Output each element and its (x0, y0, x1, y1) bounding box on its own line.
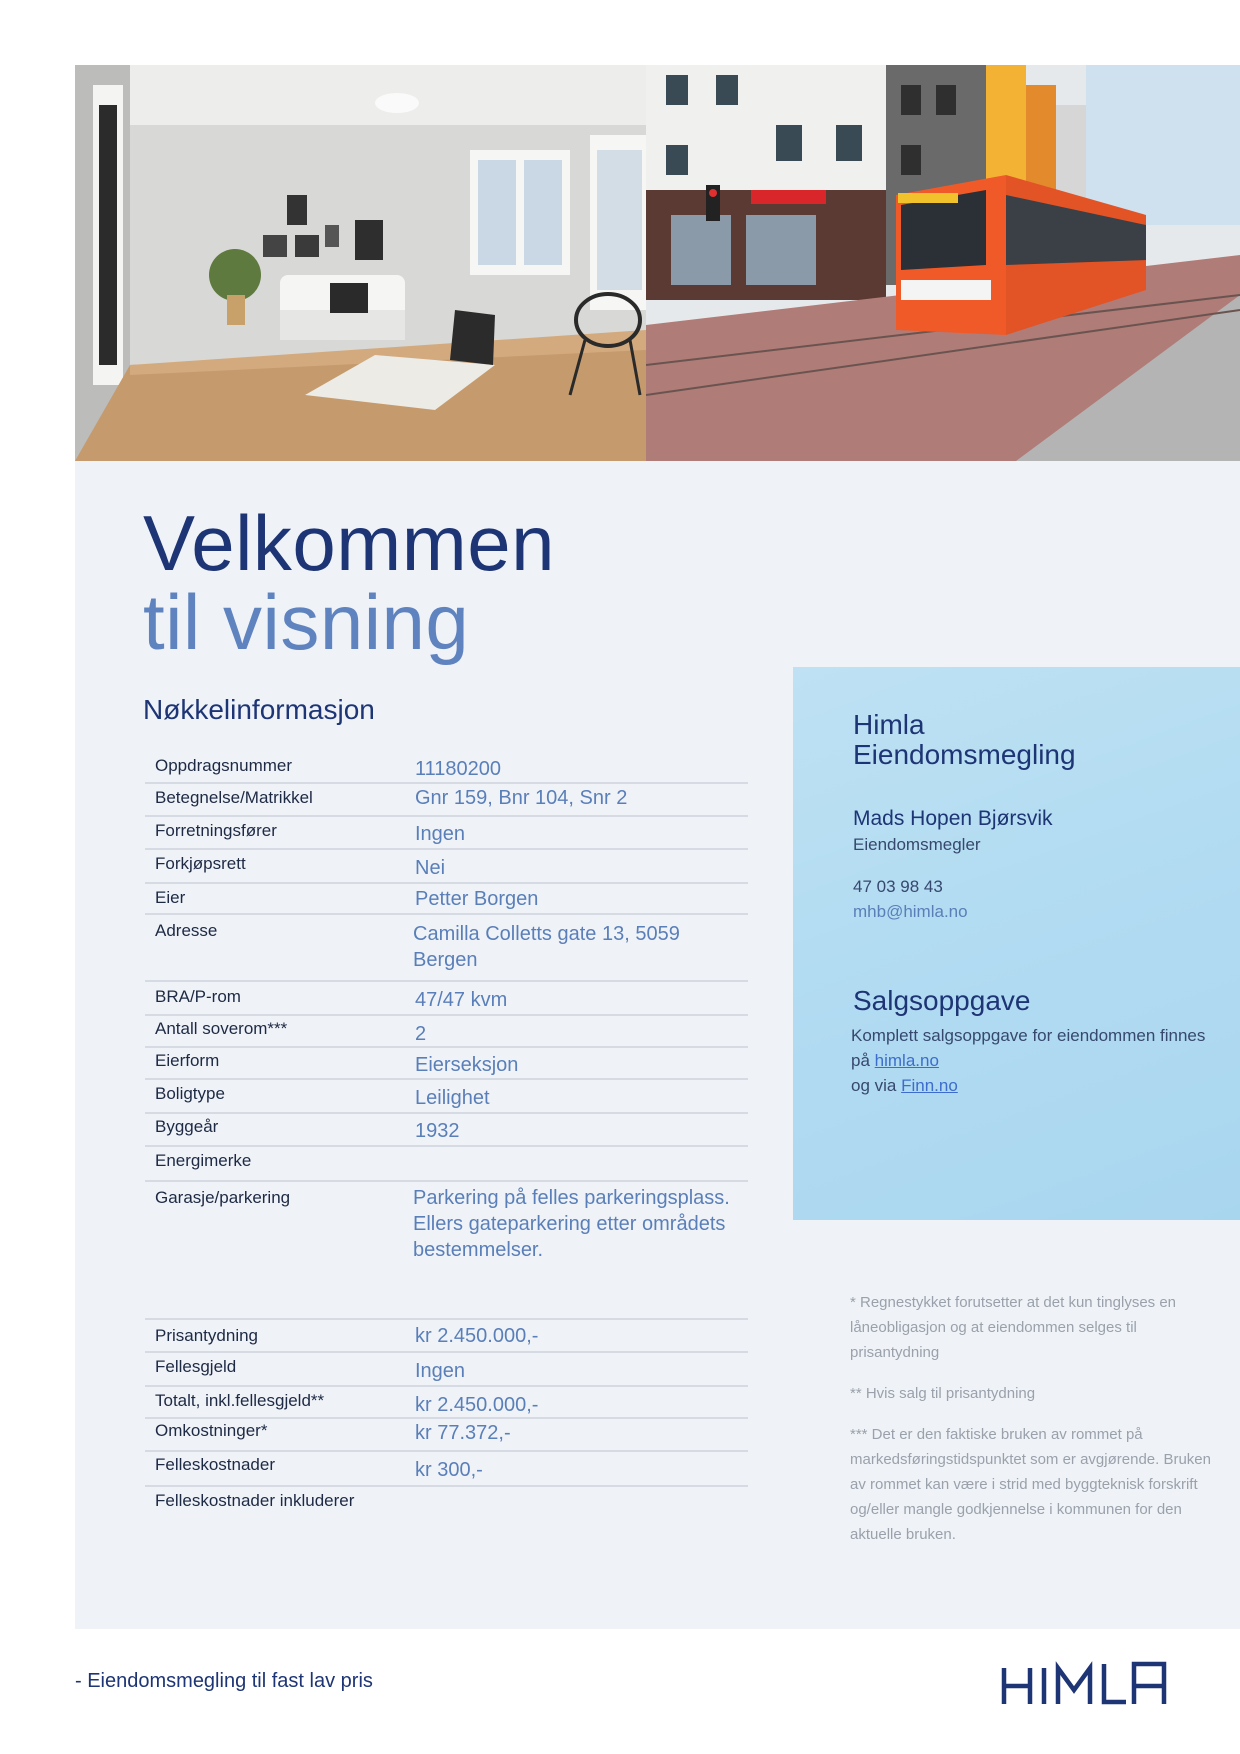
row-value: 11180200 (415, 758, 502, 780)
sales-title: Salgsoppgave (853, 985, 1031, 1016)
table-row (145, 1147, 748, 1182)
row-label: Forretningsfører (155, 821, 277, 840)
header-photos (75, 65, 1240, 461)
table-row (145, 1048, 748, 1080)
agent-phone[interactable]: 47 03 98 43 (853, 877, 943, 896)
table-row (145, 1182, 748, 1282)
finn-link[interactable]: Finn.no (901, 1076, 958, 1095)
table-row (145, 1487, 748, 1521)
row-label: Eier (155, 888, 186, 907)
key-info-table (145, 752, 748, 1282)
row-label: Adresse (155, 921, 218, 940)
table-row (145, 752, 748, 784)
row-label: Boligtype (155, 1084, 225, 1103)
row-value: Petter Borgen (415, 888, 539, 910)
price-table (145, 1318, 748, 1521)
footer-tagline: - Eiendomsmegling til fast lav pris (75, 1670, 373, 1692)
row-value: Ingen (415, 823, 466, 845)
row-label: Felleskostnader (155, 1455, 276, 1474)
table-row (145, 1452, 748, 1487)
living-room-photo (75, 65, 646, 461)
heading-line-1: Velkommen (143, 499, 556, 587)
agent-email-link[interactable]: mhb@himla.no (853, 902, 968, 921)
row-label: Forkjøpsrett (155, 854, 246, 873)
table-row (145, 1114, 748, 1147)
key-info-title: Nøkkelinformasjon (143, 694, 375, 725)
row-value: Parkering på felles parkeringsplass. Ellers gateparkering etter områdets bestemmelser. (413, 1187, 730, 1261)
agent-name: Mads Hopen Bjørsvik (853, 807, 1053, 830)
row-label: BRA/P-rom (155, 987, 241, 1006)
row-value: 47/47 kvm (415, 989, 508, 1011)
table-row (145, 850, 748, 884)
sales-text-mid: og via (851, 1076, 897, 1095)
row-label: Oppdragsnummer (155, 756, 293, 775)
row-value: Camilla Colletts gate 13, 5059 Bergen (413, 923, 680, 971)
row-value: kr 300,- (415, 1459, 483, 1481)
row-value: 1932 (415, 1120, 460, 1142)
himla-logo (1000, 1660, 1168, 1706)
table-row (145, 1016, 748, 1048)
row-value: Leilighet (415, 1087, 490, 1109)
sales-text-before: Komplett salgsoppgave for eiendommen finnes på (851, 1026, 1206, 1070)
table-row (145, 784, 748, 817)
table-row (145, 1080, 748, 1114)
row-value: kr 77.372,- (415, 1422, 511, 1444)
row-label: Byggeår (155, 1117, 219, 1136)
agent-contact-box (793, 667, 1240, 1220)
row-value: 2 (415, 1023, 427, 1045)
row-value: kr 2.450.000,- (415, 1394, 539, 1416)
row-label: Totalt, inkl.fellesgjeld** (155, 1391, 325, 1410)
table-row (145, 1387, 748, 1419)
agent-role: Eiendomsmegler (853, 835, 981, 854)
row-value: Nei (415, 857, 446, 879)
row-value: Ingen (415, 1360, 466, 1382)
row-label: Betegnelse/Matrikkel (155, 788, 313, 807)
table-row (145, 982, 748, 1016)
himla-link[interactable]: himla.no (874, 1051, 939, 1070)
row-label: Garasje/parkering (155, 1188, 291, 1207)
row-label: Felleskostnader inkluderer (155, 1491, 355, 1510)
row-value: Eierseksjon (415, 1054, 519, 1076)
table-row (145, 884, 748, 915)
footnote: * Regnestykket forutsetter at det kun tinglyses en låneobligasjon og at eiendommen selges til prisantydning (850, 1294, 1177, 1361)
row-value: kr 2.450.000,- (415, 1325, 539, 1347)
table-row (145, 915, 748, 982)
row-label: Omkostninger* (155, 1421, 268, 1440)
table-row (145, 817, 748, 850)
table-row (145, 1320, 748, 1353)
agent-company (853, 710, 1076, 770)
footnotes (850, 1290, 1220, 1563)
company-line-2: Eiendomsmegling (853, 739, 1076, 770)
table-row (145, 1353, 748, 1387)
sales-text (851, 1023, 1211, 1098)
street-tram-photo (646, 65, 1240, 461)
table-row (145, 1419, 748, 1452)
row-label: Energimerke (155, 1151, 252, 1170)
footnote: *** Det er den faktiske bruken av rommet på markedsføringstidspunktet som er avgjørende. Bruken av rommet kan være i strid med byggteknisk forskrift og/eller mangle godkjennelse i kommunen for den aktuelle bruken. (850, 1426, 1211, 1543)
company-line-1: Himla (853, 709, 925, 740)
row-label: Eierform (155, 1051, 220, 1070)
row-value: Gnr 159, Bnr 104, Snr 2 (415, 787, 628, 809)
footnote: ** Hvis salg til prisantydning (850, 1385, 1036, 1402)
row-label: Prisantydning (155, 1326, 259, 1345)
heading-line-2: til visning (143, 578, 470, 666)
welcome-heading (143, 499, 556, 666)
row-label: Antall soverom*** (155, 1019, 288, 1038)
row-label: Fellesgjeld (155, 1357, 237, 1376)
